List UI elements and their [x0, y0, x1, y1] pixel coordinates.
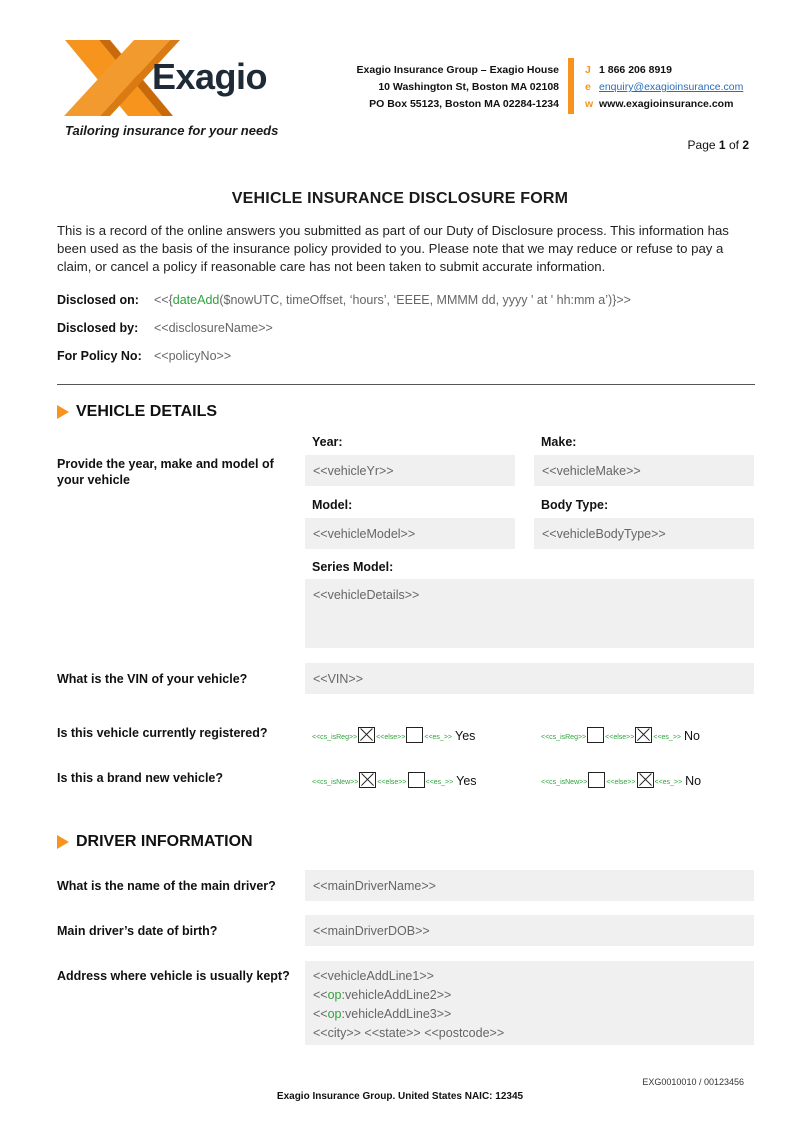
question-year-make-model: Provide the year, make and model of your vehicle [57, 457, 274, 487]
registered-no-option: <<cs_isReg>> <<else>> <<es_>> No [541, 729, 700, 743]
phone-icon: J [585, 64, 591, 76]
checkbox-unchecked[interactable] [588, 772, 605, 788]
page-number: Page 1 of 2 [687, 138, 749, 152]
section-divider [57, 384, 755, 385]
vehicle-address-field[interactable]: <<vehicleAddLine1>> <<op:vehicleAddLine2>> <<op:vehicleAddLine3>> <<city>> <<state>> <<postcode>> [305, 961, 754, 1045]
main-driver-name-field[interactable]: <<mainDriverName>> [305, 870, 754, 901]
disclosed-on-label: Disclosed on: [57, 293, 139, 307]
policy-no-value: <<policyNo>> [154, 349, 232, 363]
checkbox-unchecked[interactable] [587, 727, 604, 743]
body-type-field[interactable]: <<vehicleBodyType>> [534, 518, 754, 549]
brand-new-no-option: <<cs_isNew>> <<else>> <<es_>> No [541, 774, 702, 788]
question-main-driver-dob: Main driver’s date of birth? [57, 924, 218, 938]
year-label: Year: [312, 435, 343, 449]
question-registered: Is this vehicle currently registered? [57, 726, 268, 740]
disclosed-on-value: <<{dateAdd($nowUTC, timeOffset, ‘hours’, ‘EEEE, MMMM dd, yyyy ' at ' hh:mm a’)}>> [154, 293, 631, 307]
intro-text: This is a record of the online answers you submitted as part of our Duty of Disclosure process. This information has been used as the basis of the insurance policy provided to you. Please note that we may reduce or refuse to pay a claim, or cancel a policy if reasonable care has not been taken to submit accurate information. [57, 223, 729, 274]
main-driver-dob-field[interactable]: <<mainDriverDOB>> [305, 915, 754, 946]
checkbox-checked[interactable] [635, 727, 652, 743]
make-field[interactable]: <<vehicleMake>> [534, 455, 754, 486]
phone-number: 1 866 206 8919 [599, 64, 672, 76]
section-arrow-icon [57, 405, 69, 419]
footer-company: Exagio Insurance Group. United States NAIC: 12345 [276, 1091, 524, 1102]
make-label: Make: [541, 435, 577, 449]
series-model-field[interactable]: <<vehicleDetails>> [305, 579, 754, 648]
registered-yes-option: <<cs_isReg>> <<else>> <<es_>> Yes [312, 729, 476, 743]
email-icon: e [585, 81, 591, 93]
year-field[interactable]: <<vehicleYr>> [305, 455, 515, 486]
checkbox-checked[interactable] [637, 772, 654, 788]
web-icon: w [585, 98, 594, 110]
model-field[interactable]: <<vehicleModel>> [305, 518, 515, 549]
driver-information-heading: DRIVER INFORMATION [57, 833, 253, 851]
policy-no-label: For Policy No: [57, 349, 142, 363]
disclosed-by-value: <<disclosureName>> [154, 321, 273, 335]
website: www.exagioinsurance.com [599, 98, 734, 110]
contact-info [585, 62, 743, 113]
model-label: Model: [312, 498, 353, 512]
checkbox-unchecked[interactable] [408, 772, 425, 788]
section-arrow-icon [57, 835, 69, 849]
tagline: Tailoring insurance for your needs [65, 123, 279, 138]
question-vehicle-address: Address where vehicle is usually kept? [57, 969, 290, 983]
question-main-driver-name: What is the name of the main driver? [57, 879, 276, 893]
brand-name: Exagio [152, 56, 268, 97]
question-brand-new: Is this a brand new vehicle? [57, 771, 224, 785]
checkbox-checked[interactable] [359, 772, 376, 788]
brand-new-yes-option: <<cs_isNew>> <<else>> <<es_>> Yes [312, 774, 477, 788]
email-link[interactable]: enquiry@exagioinsurance.com [599, 81, 744, 93]
accent-divider [568, 58, 574, 114]
page-title: VEHICLE INSURANCE DISCLOSURE FORM [231, 190, 569, 207]
disclosed-by-label: Disclosed by: [57, 321, 139, 335]
series-model-label: Series Model: [312, 560, 394, 574]
vehicle-details-heading: VEHICLE DETAILS [57, 403, 217, 421]
body-type-label: Body Type: [541, 498, 609, 512]
question-vin: What is the VIN of your vehicle? [57, 672, 248, 686]
document-reference: EXG0010010 / 00123456 [642, 1077, 744, 1087]
checkbox-unchecked[interactable] [406, 727, 423, 743]
company-address: Exagio Insurance Group – Exagio House 10 Washington St, Boston MA 02108 PO Box 55123, Boston MA 02284-1234 [356, 64, 559, 110]
checkbox-checked[interactable] [358, 727, 375, 743]
vin-field[interactable]: <<VIN>> [305, 663, 754, 694]
